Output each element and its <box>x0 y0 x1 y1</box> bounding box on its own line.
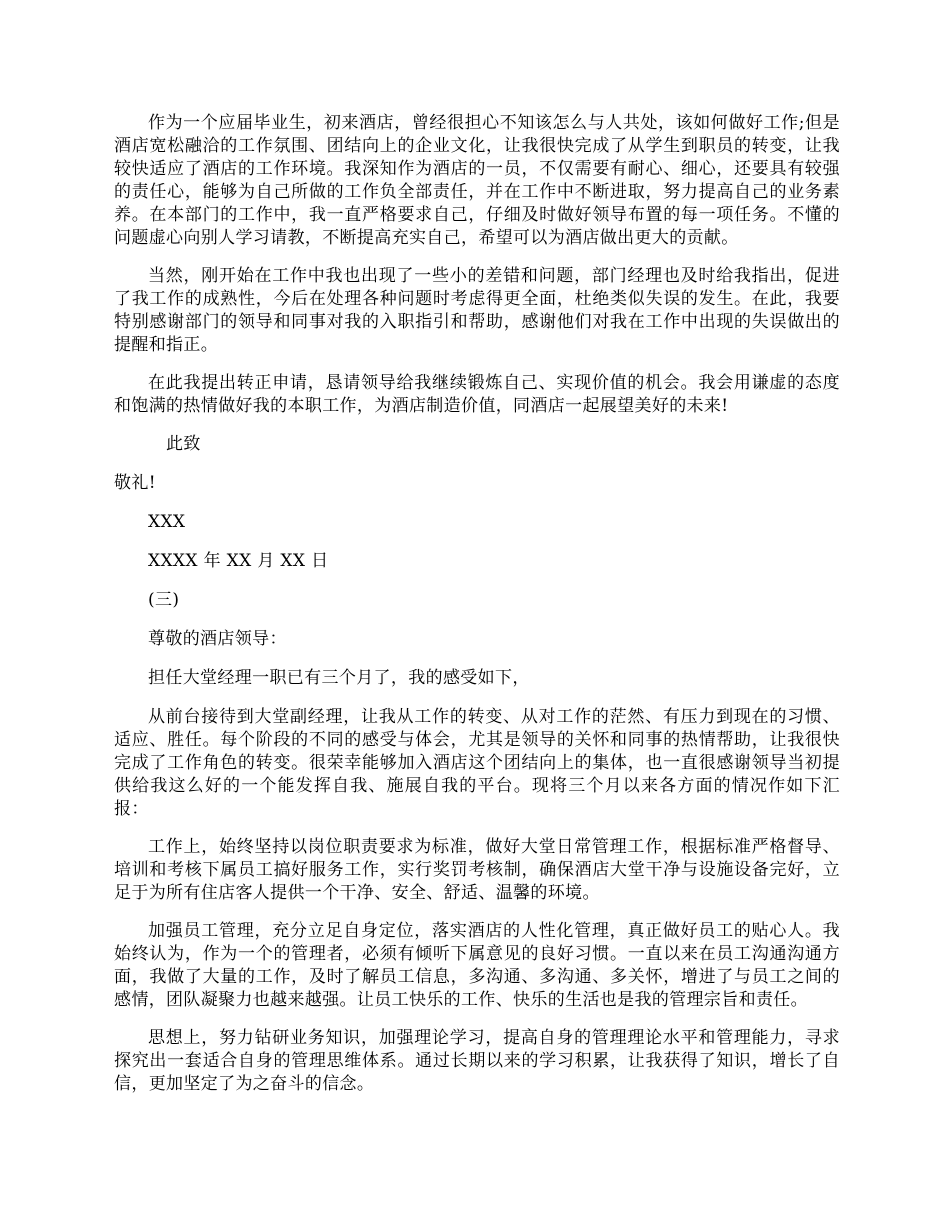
body-paragraph: 从前台接待到大堂副经理，让我从工作的转变、从对工作的茫然、有压力到现在的习惯、适应、胜任。每个阶段的不同的感受与体会，尤其是领导的关怀和同事的热情帮助，让我很快完成了工作角色的转变。很荣幸能够加入酒店这个团结向上的集体，也一直很感谢领导当初提供给我这么好的一个能发挥自我、施展自我的平台。现将三个月以来各方面的情况作如下汇报： <box>114 707 840 819</box>
salute-text: 敬礼! <box>114 473 156 493</box>
section-marker: (三) <box>148 590 180 610</box>
body-paragraph: 工作上，始终坚持以岗位职责要求为标准，做好大堂日常管理工作，根据标准严格督导、培训和考核下属员工搞好服务工作，实行奖罚考核制，确保酒店大堂干净与设施设备完好，立足于为所有住店客人提供一个干净、安全、舒适、温馨的环境。 <box>114 837 840 903</box>
body-paragraph: 在此我提出转正申请，恳请领导给我继续锻炼自己、实现价值的机会。我会用谦虚的态度和饱满的热情做好我的本职工作，为酒店制造价值，同酒店一起展望美好的未来! <box>114 373 840 416</box>
signature-name: XXX <box>148 512 186 532</box>
signature-date: XXXX 年 XX 月 XX 日 <box>148 551 329 571</box>
greeting-line: 尊敬的酒店领导： <box>148 629 287 649</box>
document-page <box>114 112 840 1111</box>
body-paragraph: 思想上，努力钻研业务知识，加强理论学习，提高自身的管理理论水平和管理能力，寻求探究出一套适合自身的管理思维体系。通过长期以来的学习积累，让我获得了知识，增长了自信，更加坚定了为之奋斗的信念。 <box>114 1028 840 1094</box>
body-paragraph: 加强员工管理，充分立足自身定位，落实酒店的人性化管理，真正做好员工的贴心人。我始终认为，作为一个的管理者，必须有倾听下属意见的良好习惯。一直以来在员工沟通沟通方面，我做了大量的工作，及时了解员工信息，多沟通、多沟通、多关怀，增进了与员工之间的感情，团队凝聚力也越来越强。让员工快乐的工作、快乐的生活也是我的管理宗旨和责任。 <box>114 921 840 1010</box>
opening-line: 担任大堂经理一职已有三个月了，我的感受如下， <box>148 668 530 688</box>
body-paragraph: 作为一个应届毕业生，初来酒店，曾经很担心不知该怎么与人共处，该如何做好工作;但是酒店宽松融洽的工作氛围、团结向上的企业文化，让我很快完成了从学生到职员的转变，让我较快适应了酒店的工作环境。我深知作为酒店的一员，不仅需要有耐心、细心，还要具有较强的责任心，能够为自己所做的工作负全部责任，并在工作中不断进取，努力提高自己的业务素养。在本部门的工作中，我一直严格要求自己，仔细及时做好领导布置的每一项任务。不懂的问题虚心向别人学习请教，不断提高充实自己，希望可以为酒店做出更大的贡献。 <box>114 113 840 248</box>
closing-text: 此致 <box>166 434 201 454</box>
body-paragraph: 当然，刚开始在工作中我也出现了一些小的差错和问题，部门经理也及时给我指出，促进了我工作的成熟性，今后在处理各种问题时考虑得更全面，杜绝类似失误的发生。在此，我要特别感谢部门的领导和同事对我的入职指引和帮助，感谢他们对我在工作中出现的失误做出的提醒和指正。 <box>114 266 840 355</box>
